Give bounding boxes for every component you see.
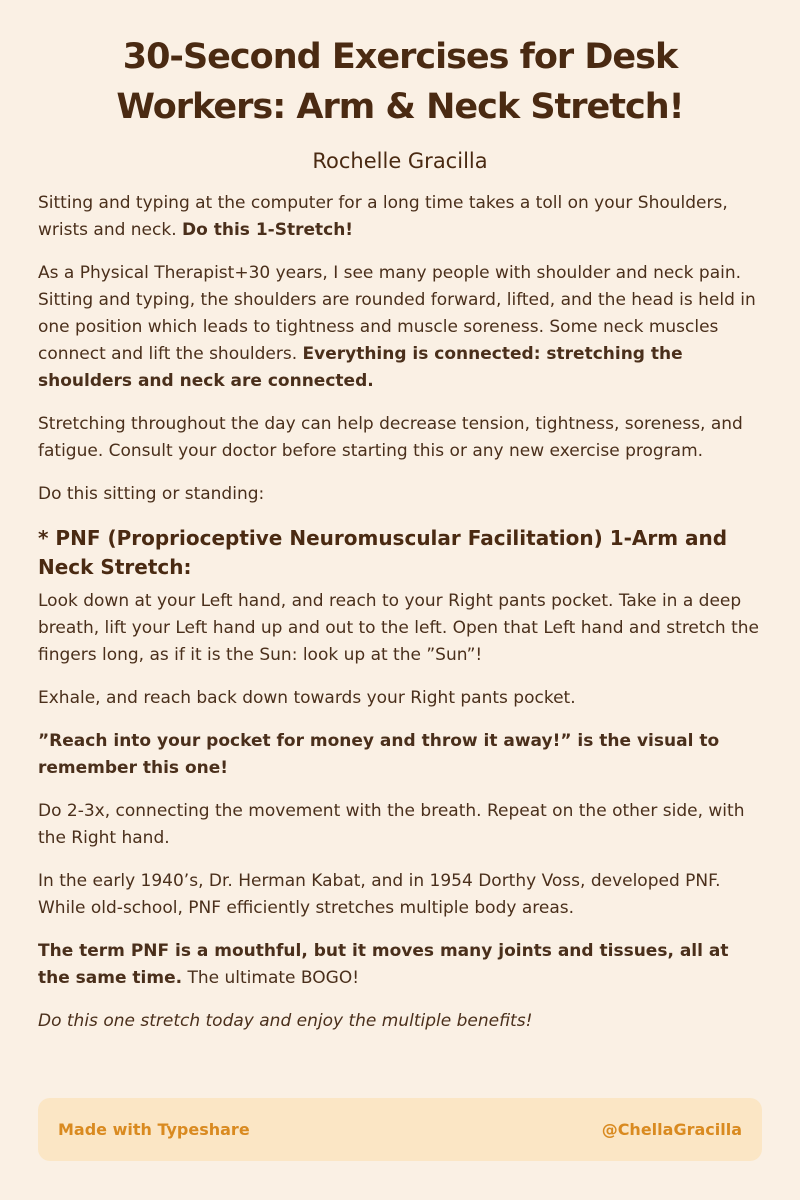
- paragraph-11: Do this one stretch today and enjoy the multiple benefits!: [38, 1011, 533, 1031]
- paragraph-10-bold: The term PNF is a mouthful, but it moves many joints and tissues, all at the same time.: [38, 941, 729, 988]
- paragraph-9: In the early 1940’s, Dr. Herman Kabat, and in 1954 Dorthy Voss, developed PNF. While old-school, PNF efficiently stretches multiple body areas.: [38, 871, 721, 918]
- made-with-typeshare-link[interactable]: Made with Typeshare: [58, 1120, 250, 1139]
- author-name: Rochelle Gracilla: [312, 149, 488, 173]
- paragraph-2-bold: Everything is connected: stretching the shoulders and neck are connected.: [38, 344, 683, 391]
- title-line-2: Workers: Arm & Neck Stretch!: [116, 87, 684, 127]
- author-handle-link[interactable]: @ChellaGracilla: [601, 1120, 742, 1139]
- footer-banner: [38, 1098, 762, 1161]
- paragraph-10: [38, 938, 762, 992]
- paragraph-2: [38, 260, 762, 395]
- article-title: [38, 32, 762, 132]
- paragraph-10-text: The ultimate BOGO!: [182, 968, 360, 988]
- paragraph-1-text: Sitting and typing at the computer for a long time takes a toll on your Shoulders, wrists and neck.: [38, 193, 728, 240]
- article-body: [38, 190, 762, 1035]
- paragraph-1: [38, 190, 762, 244]
- paragraph-7: ”Reach into your pocket for money and throw it away!” is the visual to remember this one!: [38, 731, 720, 778]
- paragraph-6: Exhale, and reach back down towards your Right pants pocket.: [38, 688, 576, 708]
- section-heading: * PNF (Proprioceptive Neuromuscular Facilitation) 1-Arm and Neck Stretch:: [38, 526, 728, 579]
- title-line-1: 30-Second Exercises for Desk: [122, 37, 678, 77]
- paragraph-8: Do 2-3x, connecting the movement with the breath. Repeat on the other side, with the Right hand.: [38, 801, 745, 848]
- paragraph-2-text: As a Physical Therapist+30 years, I see many people with shoulder and neck pain. Sitting and typing, the shoulders are rounded forward, lifted, and the head is held in one position which leads to tightness and muscle soreness. Some neck muscles connect and lift the shoulders.: [38, 263, 756, 364]
- paragraph-5: Look down at your Left hand, and reach to your Right pants pocket. Take in a deep breath, lift your Left hand up and out to the left. Open that Left hand and stretch the fingers long, as if it is the Sun: look up at the ”Sun”!: [38, 591, 759, 665]
- paragraph-1-bold: Do this 1-Stretch!: [182, 220, 354, 240]
- paragraph-3: Stretching throughout the day can help decrease tension, tightness, soreness, and fatigue. Consult your doctor before starting this or any new exercise program.: [38, 414, 743, 461]
- paragraph-4: Do this sitting or standing:: [38, 484, 265, 504]
